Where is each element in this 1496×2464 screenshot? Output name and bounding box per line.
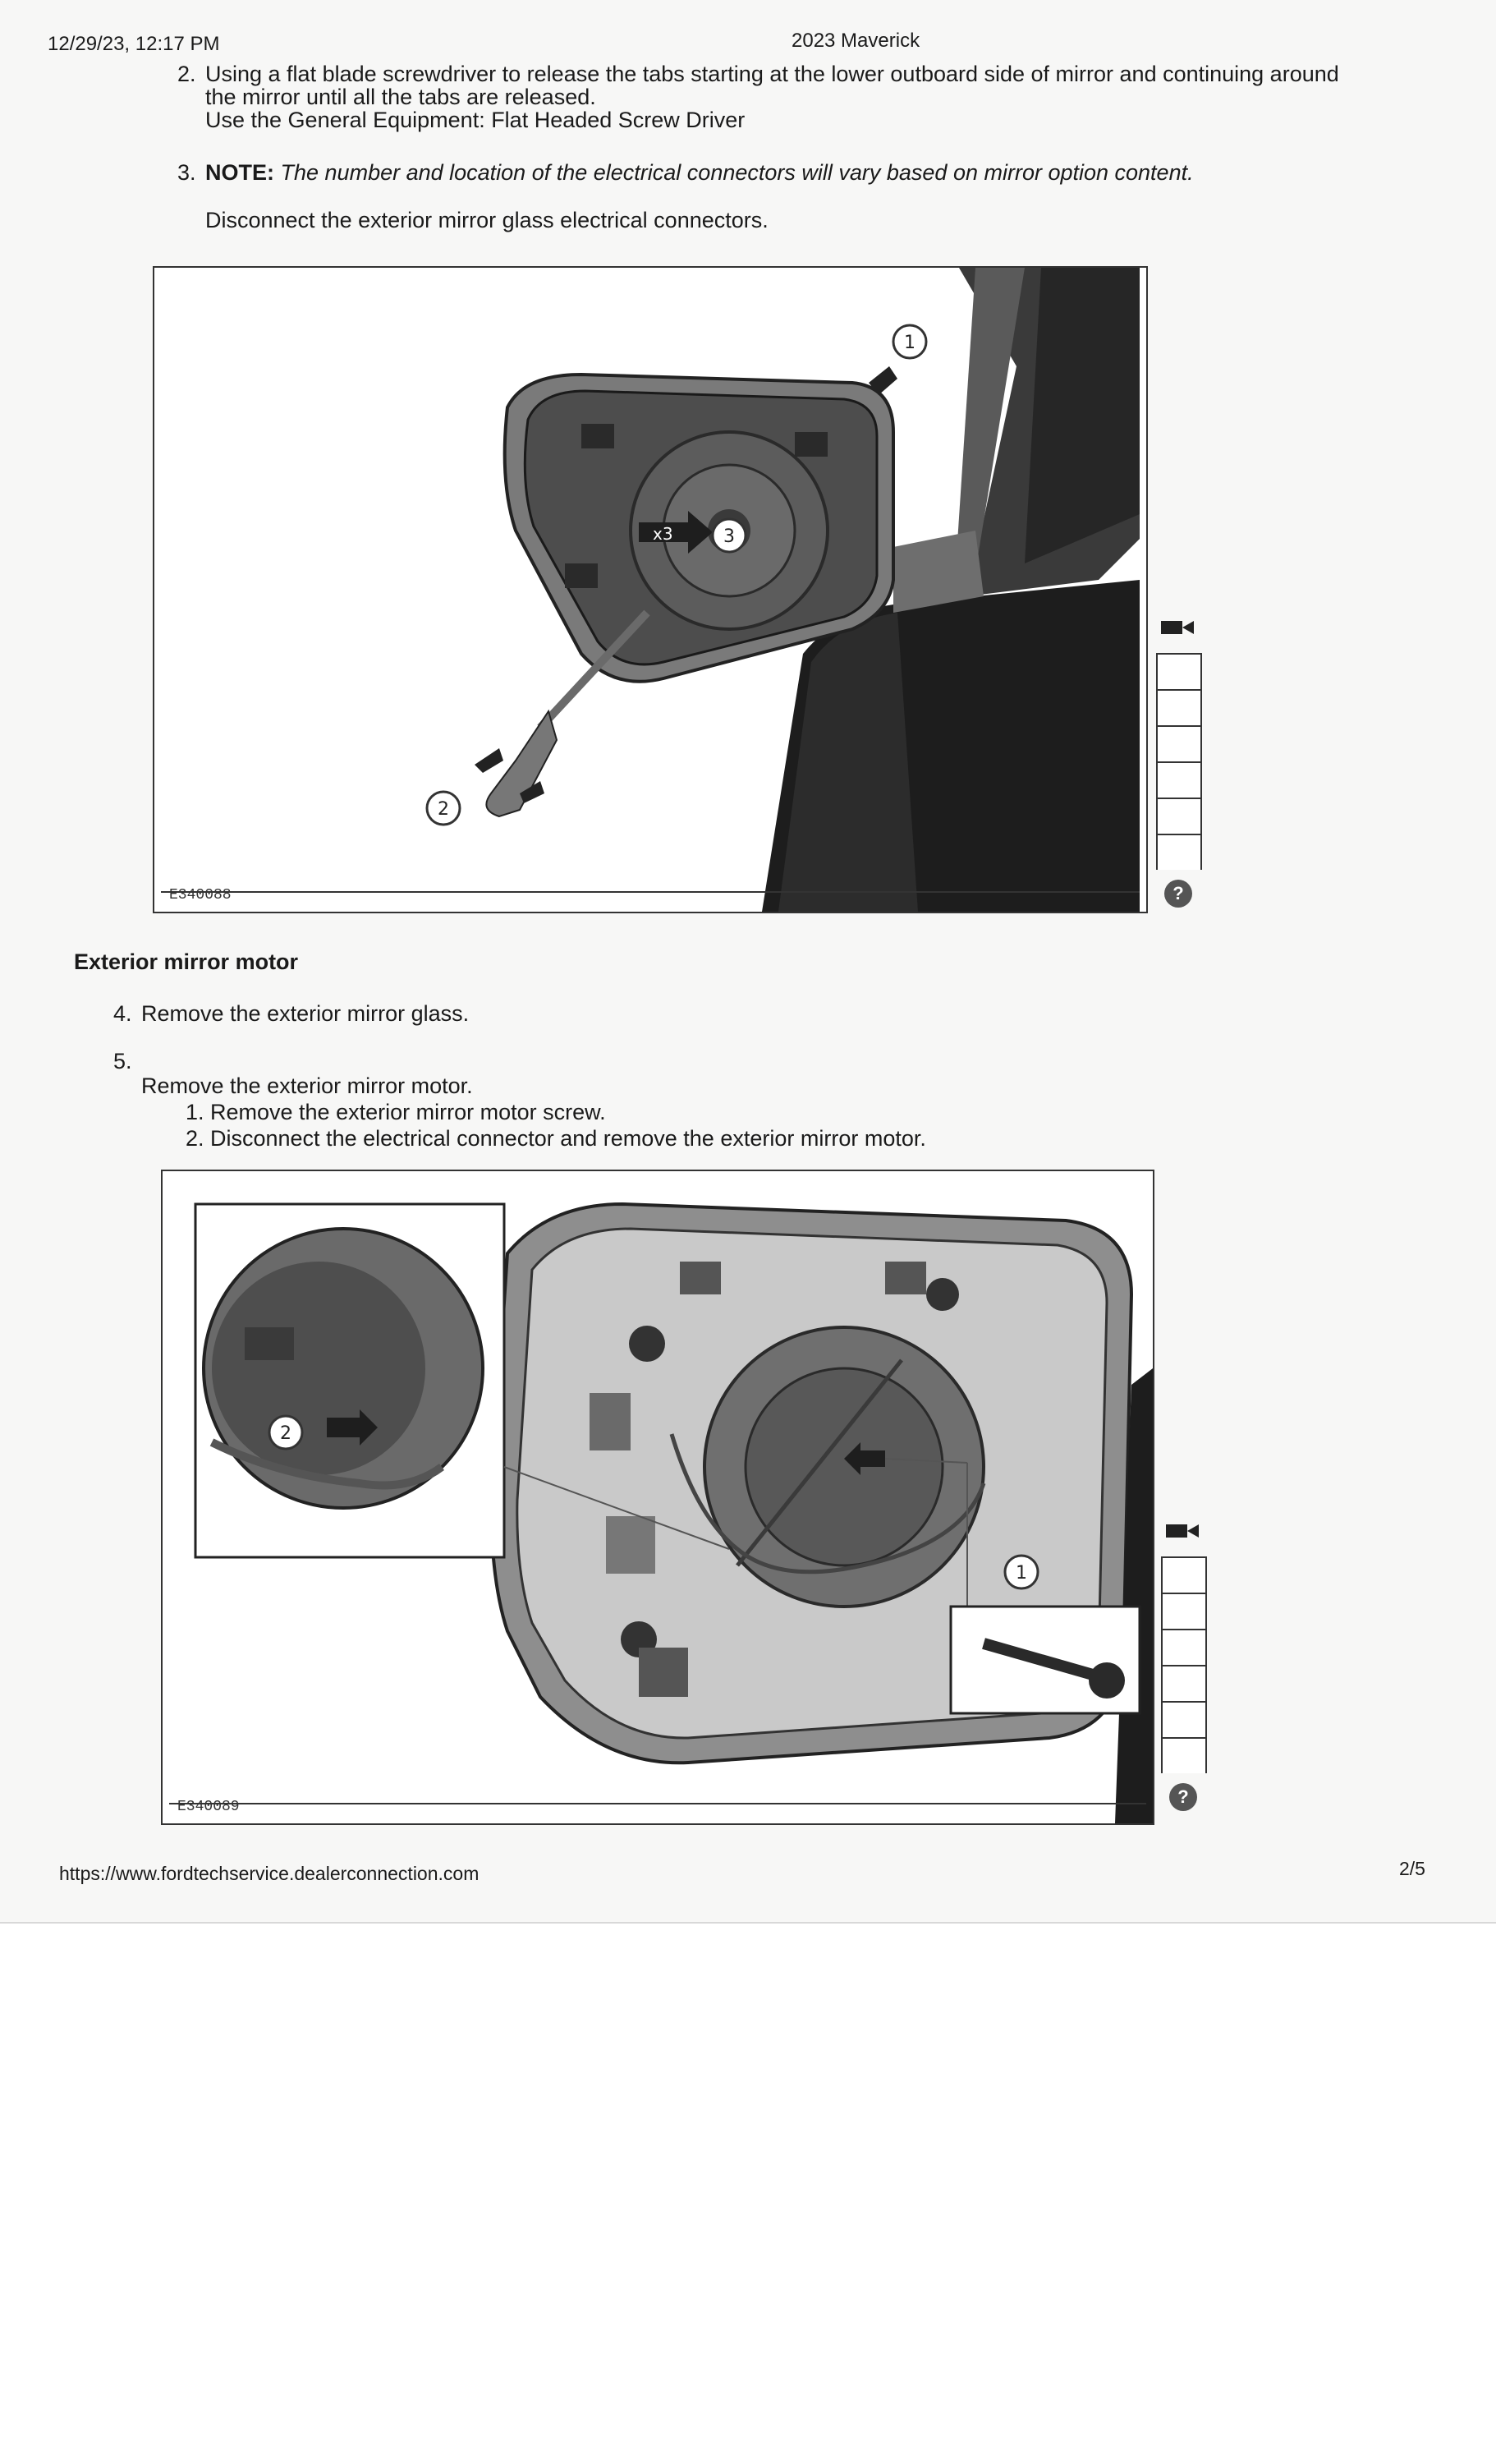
step-text-line: Using a flat blade screwdriver to release the tabs starting at the lower outboard side of mirror and continuing around: [205, 62, 1339, 86]
toolbar-slot[interactable]: [1156, 798, 1202, 834]
toolbar-slot[interactable]: [1156, 761, 1202, 798]
mirror-glass-illustration: [153, 266, 1148, 913]
note-text: The number and location of the electrical connectors will vary based on mirror option content.: [280, 160, 1194, 185]
callout-1: 1: [904, 333, 915, 353]
figure-toolbar: [1156, 618, 1200, 908]
equipment-line: Use the General Equipment: Flat Headed Screw Driver: [205, 108, 746, 132]
page-number: 2/5: [1399, 1858, 1425, 1879]
step-text: Remove the exterior mirror motor.: [141, 1073, 473, 1098]
help-icon[interactable]: ?: [1169, 1783, 1197, 1811]
toolbar-slot[interactable]: [1156, 725, 1202, 761]
step-3: [177, 159, 1388, 233]
step-4: [113, 1000, 470, 1027]
substep-2: [186, 1125, 1278, 1152]
step-number: 4.: [113, 1001, 132, 1026]
toolbar-slot[interactable]: [1156, 689, 1202, 725]
step-action: Disconnect the exterior mirror glass electrical connectors.: [205, 208, 769, 232]
step-number: 2.: [177, 62, 196, 86]
figure-code: E340089: [177, 1799, 240, 1815]
video-camera-icon[interactable]: [1159, 618, 1195, 637]
toolbar-slot[interactable]: [1156, 653, 1202, 689]
substep-number: 1.: [186, 1100, 204, 1124]
figure-code: E340088: [169, 887, 232, 903]
callout-2: 2: [438, 799, 449, 820]
footer-url: https://www.fordtechservice.dealerconnection.com: [59, 1863, 480, 1884]
mirror-motor-drawing: [163, 1171, 1153, 1823]
step-number: 3.: [177, 160, 196, 185]
print-date: 12/29/23, 12:17 PM: [48, 33, 220, 55]
mirror-glass-drawing: [154, 268, 1146, 912]
substep-text: Remove the exterior mirror motor screw.: [210, 1100, 606, 1124]
video-camera-icon[interactable]: [1164, 1521, 1200, 1541]
toolbar-slot[interactable]: [1161, 1556, 1207, 1593]
callout-3: 3: [723, 526, 735, 547]
substep-number: 2.: [186, 1126, 204, 1151]
toolbar-slot[interactable]: [1161, 1737, 1207, 1773]
callout-1: 1: [1016, 1563, 1027, 1584]
step-text-line: the mirror until all the tabs are released.: [205, 85, 596, 109]
substep-1: [186, 1099, 1278, 1125]
step-5: [113, 1048, 1209, 1152]
step-text: Remove the exterior mirror glass.: [141, 1001, 470, 1026]
toolbar-slot[interactable]: [1161, 1701, 1207, 1737]
help-icon[interactable]: ?: [1164, 880, 1192, 908]
step-number: 5.: [113, 1049, 132, 1073]
toolbar-slot[interactable]: [1161, 1665, 1207, 1701]
document-title: 2023 Maverick: [792, 30, 920, 52]
section-heading: Exterior mirror motor: [74, 949, 299, 974]
figure-toolbar: [1161, 1521, 1205, 1811]
toolbar-slot[interactable]: [1161, 1629, 1207, 1665]
toolbar-slot[interactable]: [1156, 834, 1202, 870]
toolbar-slot[interactable]: [1161, 1593, 1207, 1629]
multiplier-label: x3: [653, 524, 673, 544]
step-2: [177, 61, 1388, 133]
callout-2: 2: [280, 1423, 291, 1444]
mirror-motor-illustration: [161, 1170, 1154, 1825]
substep-text: Disconnect the electrical connector and remove the exterior mirror motor.: [210, 1126, 926, 1151]
note-label: NOTE:: [205, 160, 274, 185]
